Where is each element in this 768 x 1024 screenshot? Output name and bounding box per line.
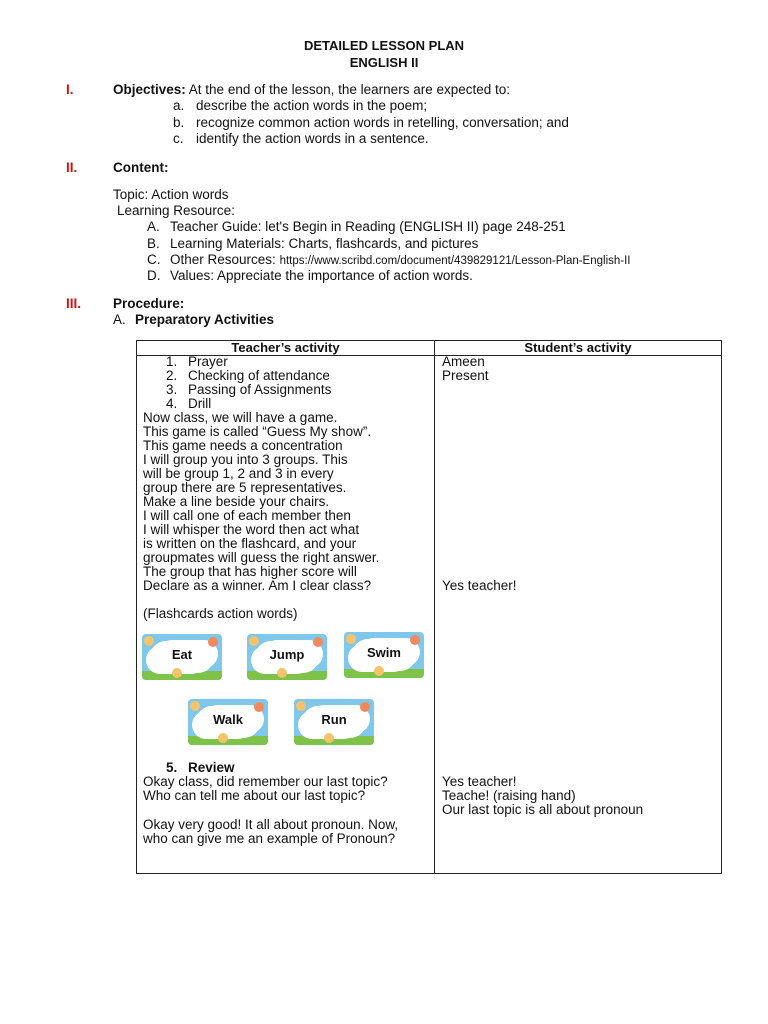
resource-item-letter: B. bbox=[147, 236, 160, 251]
resource-link[interactable]: https://www.scribd.com/document/439829121/Lesson-Plan-English-II bbox=[279, 255, 631, 267]
child-icon bbox=[296, 701, 306, 711]
resource-item-letter: C. bbox=[147, 252, 161, 267]
student-response: Our last topic is all about pronoun bbox=[442, 802, 644, 817]
review-line: Okay very good! It all about pronoun. Now, bbox=[143, 817, 399, 832]
objectives-line bbox=[113, 83, 510, 97]
flashcard-walk bbox=[188, 699, 268, 745]
resource-item-text: Learning Materials: Charts, flashcards, and pictures bbox=[170, 236, 479, 251]
section-numeral-2: II. bbox=[66, 160, 78, 175]
student-response: Ameen bbox=[442, 354, 485, 369]
review-heading: Review bbox=[188, 760, 235, 775]
teacher-line: Declare as a winner. Am I clear class? bbox=[143, 578, 372, 593]
numbered-index: 2. bbox=[166, 368, 178, 383]
teacher-line: This game is called “Guess My show”. bbox=[143, 424, 372, 439]
teacher-line: I will call one of each member then bbox=[143, 508, 351, 523]
teacher-line: This game needs a concentration bbox=[143, 438, 343, 453]
child-icon bbox=[277, 668, 287, 678]
resource-item-letter: D. bbox=[147, 268, 161, 283]
procedure-label: Procedure: bbox=[113, 296, 185, 311]
procedure-sub-letter: A. bbox=[113, 312, 126, 327]
child-icon bbox=[208, 637, 218, 647]
flashcard-word: Run bbox=[321, 712, 347, 727]
card-grass bbox=[142, 671, 222, 680]
procedure-sub-label: Preparatory Activities bbox=[135, 312, 275, 327]
child-icon bbox=[346, 634, 356, 644]
teacher-line: Now class, we will have a game. bbox=[143, 410, 338, 425]
student-response: Present bbox=[442, 368, 489, 383]
objectives-label: Objectives: bbox=[113, 82, 186, 97]
student-column-header: Student’s activity bbox=[524, 340, 632, 355]
card-grass bbox=[294, 736, 374, 745]
flashcard-caption: (Flashcards action words) bbox=[143, 606, 298, 621]
page-title: DETAILED LESSON PLAN bbox=[303, 38, 465, 53]
student-response: Teache! (raising hand) bbox=[442, 788, 576, 803]
section-numeral-3: III. bbox=[66, 296, 82, 311]
content-label: Content: bbox=[113, 160, 169, 175]
teacher-line: Make a line beside your chairs. bbox=[143, 494, 330, 509]
review-line: Okay class, did remember our last topic? bbox=[143, 774, 388, 789]
objective-item: a. bbox=[173, 98, 185, 113]
objective-item-text: recognize common action words in retelling, conversation; and bbox=[196, 115, 569, 130]
page-subtitle: ENGLISH II bbox=[349, 55, 419, 70]
child-icon bbox=[374, 666, 384, 676]
teacher-line: I will group you into 3 groups. This bbox=[143, 452, 348, 467]
child-icon bbox=[254, 702, 264, 712]
numbered-text: Prayer bbox=[188, 354, 228, 369]
resource-item-other bbox=[170, 253, 631, 268]
card-grass bbox=[188, 736, 268, 745]
numbered-text: Checking of attendance bbox=[188, 368, 330, 383]
teacher-line: is written on the flashcard, and your bbox=[143, 536, 357, 551]
numbered-text: Passing of Assignments bbox=[188, 382, 332, 397]
teacher-line: I will whisper the word then act what bbox=[143, 522, 360, 537]
flashcard-swim bbox=[344, 632, 424, 678]
resource-item-text: Teacher Guide: let's Begin in Reading (ENGLISH II) page 248-251 bbox=[170, 219, 566, 234]
flashcard-word: Walk bbox=[213, 712, 243, 727]
resource-item-text: Other Resources: bbox=[170, 252, 276, 267]
teacher-line: groupmates will guess the right answer. bbox=[143, 550, 380, 565]
resource-item-text: Values: Appreciate the importance of action words. bbox=[170, 268, 473, 283]
child-icon bbox=[410, 635, 420, 645]
teacher-line: The group that has higher score will bbox=[143, 564, 357, 579]
teacher-column-header: Teacher’s activity bbox=[231, 340, 340, 355]
numbered-index: 3. bbox=[166, 382, 178, 397]
flashcard-eat bbox=[142, 634, 222, 680]
activity-table bbox=[136, 340, 722, 874]
numbered-index: 4. bbox=[166, 396, 178, 411]
flashcard-word: Eat bbox=[171, 647, 193, 662]
student-response: Yes teacher! bbox=[442, 578, 517, 593]
child-icon bbox=[144, 636, 154, 646]
teacher-line: will be group 1, 2 and 3 in every bbox=[143, 466, 334, 481]
resource-item-letter: A. bbox=[147, 219, 160, 234]
flashcard-word: Swim bbox=[367, 645, 401, 660]
numbered-index: 1. bbox=[166, 354, 178, 369]
flashcard-word: Jump bbox=[269, 647, 305, 662]
child-icon bbox=[249, 636, 259, 646]
flashcard-jump bbox=[247, 634, 327, 680]
learning-resource-label: Learning Resource: bbox=[117, 203, 235, 218]
child-icon bbox=[218, 733, 228, 743]
review-line: who can give me an example of Pronoun? bbox=[143, 831, 396, 846]
section-numeral-1: I. bbox=[66, 82, 74, 97]
objective-item: c. bbox=[173, 131, 184, 146]
table-divider bbox=[434, 341, 435, 873]
child-icon bbox=[172, 668, 182, 678]
objective-item-text: describe the action words in the poem; bbox=[196, 98, 428, 113]
review-index: 5. bbox=[166, 760, 178, 775]
objectives-intro: At the end of the lesson, the learners are expected to: bbox=[188, 82, 511, 97]
student-response: Yes teacher! bbox=[442, 774, 517, 789]
flashcard-run bbox=[294, 699, 374, 745]
card-grass bbox=[247, 671, 327, 680]
objective-item-text: identify the action words in a sentence. bbox=[196, 131, 429, 146]
objective-item: b. bbox=[173, 115, 185, 130]
child-icon bbox=[190, 701, 200, 711]
content-topic: Topic: Action words bbox=[113, 187, 229, 202]
child-icon bbox=[324, 733, 334, 743]
child-icon bbox=[313, 637, 323, 647]
child-icon bbox=[360, 702, 370, 712]
review-line: Who can tell me about our last topic? bbox=[143, 788, 366, 803]
teacher-line: group there are 5 representatives. bbox=[143, 480, 347, 495]
card-grass bbox=[344, 669, 424, 678]
numbered-text: Drill bbox=[188, 396, 212, 411]
